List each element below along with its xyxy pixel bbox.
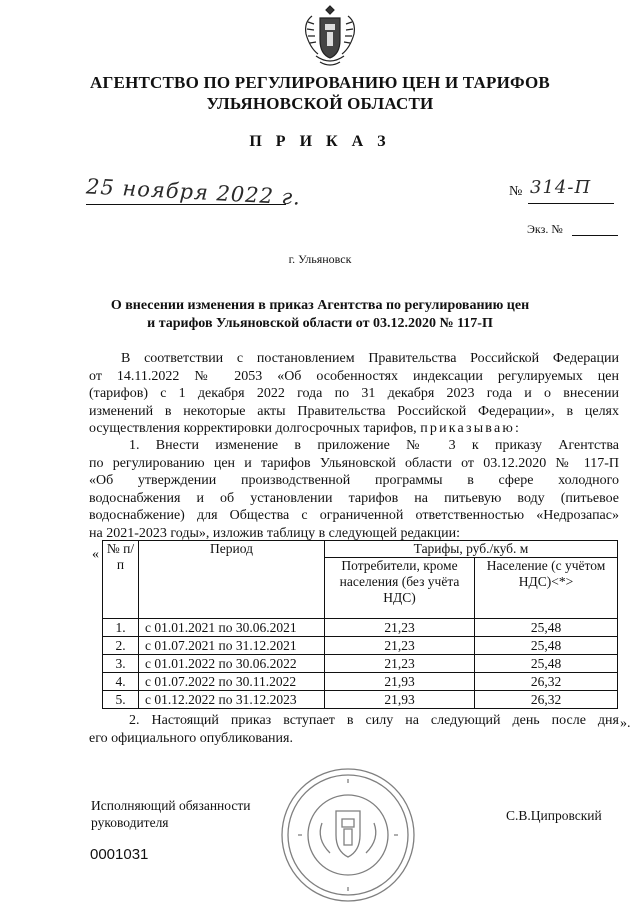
order-number: 314-П [530, 177, 592, 198]
col-header-consumers: Потребители, кроме населения (без учёта НДС) [325, 558, 475, 619]
paragraph-line: по регулированию цен и тарифов Ульяновской области от 03.12.2020 № 117-П [89, 455, 619, 471]
item-1-paragraph [89, 437, 619, 542]
row-period: с 01.01.2022 по 30.06.2022 [139, 655, 325, 673]
row-population-tariff: 25,48 [475, 637, 618, 655]
registration-number: 0001031 [90, 846, 149, 863]
row-consumers-tariff: 21,93 [325, 691, 475, 709]
table-header-row [103, 541, 618, 558]
table-row [103, 637, 618, 655]
paragraph-line: от 14.11.2022 № 2053 «Об особенностях индексации регулируемых цен [89, 368, 619, 384]
paragraph-line: В соответствии с постановлением Правительства Российской Федерации [121, 351, 619, 366]
copy-number-line [572, 235, 618, 236]
paragraph-line: на 2021-2023 годы», изложив таблицу в следующей редакции: [89, 525, 461, 541]
subject-line2: и тарифов Ульяновской области от 03.12.2020 № 117-П [147, 316, 493, 331]
row-period: с 01.07.2021 по 31.12.2021 [139, 637, 325, 655]
row-number: 4. [103, 673, 139, 691]
row-number: 5. [103, 691, 139, 709]
number-underline [528, 203, 614, 204]
paragraph-line: (тарифов) с 1 декабря 2022 года по 31 декабря 2023 года и о внесении [89, 386, 619, 401]
paragraph-line [89, 420, 619, 438]
signer-title-line1: Исполняющий обязанности [91, 798, 251, 813]
signer-title-line2: руководителя [91, 815, 169, 830]
date-underline [86, 204, 286, 205]
row-period: с 01.07.2022 по 30.11.2022 [139, 673, 325, 691]
row-period: с 01.12.2022 по 31.12.2023 [139, 691, 325, 709]
official-seal-icon [278, 765, 418, 905]
item-2-paragraph [89, 712, 619, 747]
order-date: 25 ноября 2022 г. [85, 174, 302, 210]
document-type: П Р И К А З [249, 133, 391, 150]
table-row [103, 655, 618, 673]
row-population-tariff: 26,32 [475, 673, 618, 691]
row-consumers-tariff: 21,23 [325, 655, 475, 673]
order-number-label: № [509, 184, 523, 199]
tariff-table [102, 540, 618, 709]
table-row [103, 691, 618, 709]
row-consumers-tariff: 21,93 [325, 673, 475, 691]
order-verb: приказываю: [420, 421, 522, 436]
closing-quote: ». [620, 716, 631, 731]
paragraph-line: водоснабжения и об установлении тарифов на питьевую воду (питьевое [89, 490, 619, 506]
coat-of-arms-icon [298, 2, 362, 70]
row-consumers-tariff: 21,23 [325, 637, 475, 655]
row-number: 1. [103, 619, 139, 637]
paragraph-line: изменений в некоторые акты Правительства Российской Федерации», в целях [89, 403, 619, 419]
row-population-tariff: 26,32 [475, 691, 618, 709]
agency-name-line2: УЛЬЯНОВСКОЙ ОБЛАСТИ [206, 94, 434, 113]
copy-number-label: Экз. № [527, 222, 563, 236]
subject-line1: О внесении изменения в приказ Агентства по регулированию цен [110, 298, 530, 313]
city: г. Ульяновск [288, 252, 352, 266]
table-row [103, 673, 618, 691]
paragraph-line: его официального опубликования. [89, 730, 293, 746]
paragraph-line: «Об утверждении производственной программы в сфере холодного [89, 473, 619, 488]
agency-name-line1: АГЕНТСТВО ПО РЕГУЛИРОВАНИЮ ЦЕН И ТАРИФОВ [90, 73, 550, 92]
table-row [103, 619, 618, 637]
row-number: 3. [103, 655, 139, 673]
opening-quote: « [92, 547, 99, 562]
col-header-population: Население (с учётом НДС)<*> [475, 558, 618, 619]
col-header-tariffs: Тарифы, руб./куб. м [325, 541, 618, 558]
paragraph-text: осуществления корректировки долгосрочных тарифов, [89, 421, 417, 436]
row-population-tariff: 25,48 [475, 655, 618, 673]
paragraph-line: 1. Внести изменение в приложение № 3 к приказу Агентства [129, 438, 619, 453]
paragraph-line: 2. Настоящий приказ вступает в силу на следующий день после дня [129, 713, 619, 728]
col-header-period: Период [139, 541, 325, 619]
row-number: 2. [103, 637, 139, 655]
col-header-number: № п/п [103, 541, 139, 619]
paragraph-line: водоснабжение) для Общества с ограниченной ответственностью «Недрозапас» [89, 508, 619, 523]
row-period: с 01.01.2021 по 30.06.2021 [139, 619, 325, 637]
row-consumers-tariff: 21,23 [325, 619, 475, 637]
preamble-paragraph [89, 350, 619, 438]
row-population-tariff: 25,48 [475, 619, 618, 637]
signer-name: С.В.Ципровский [506, 808, 602, 823]
